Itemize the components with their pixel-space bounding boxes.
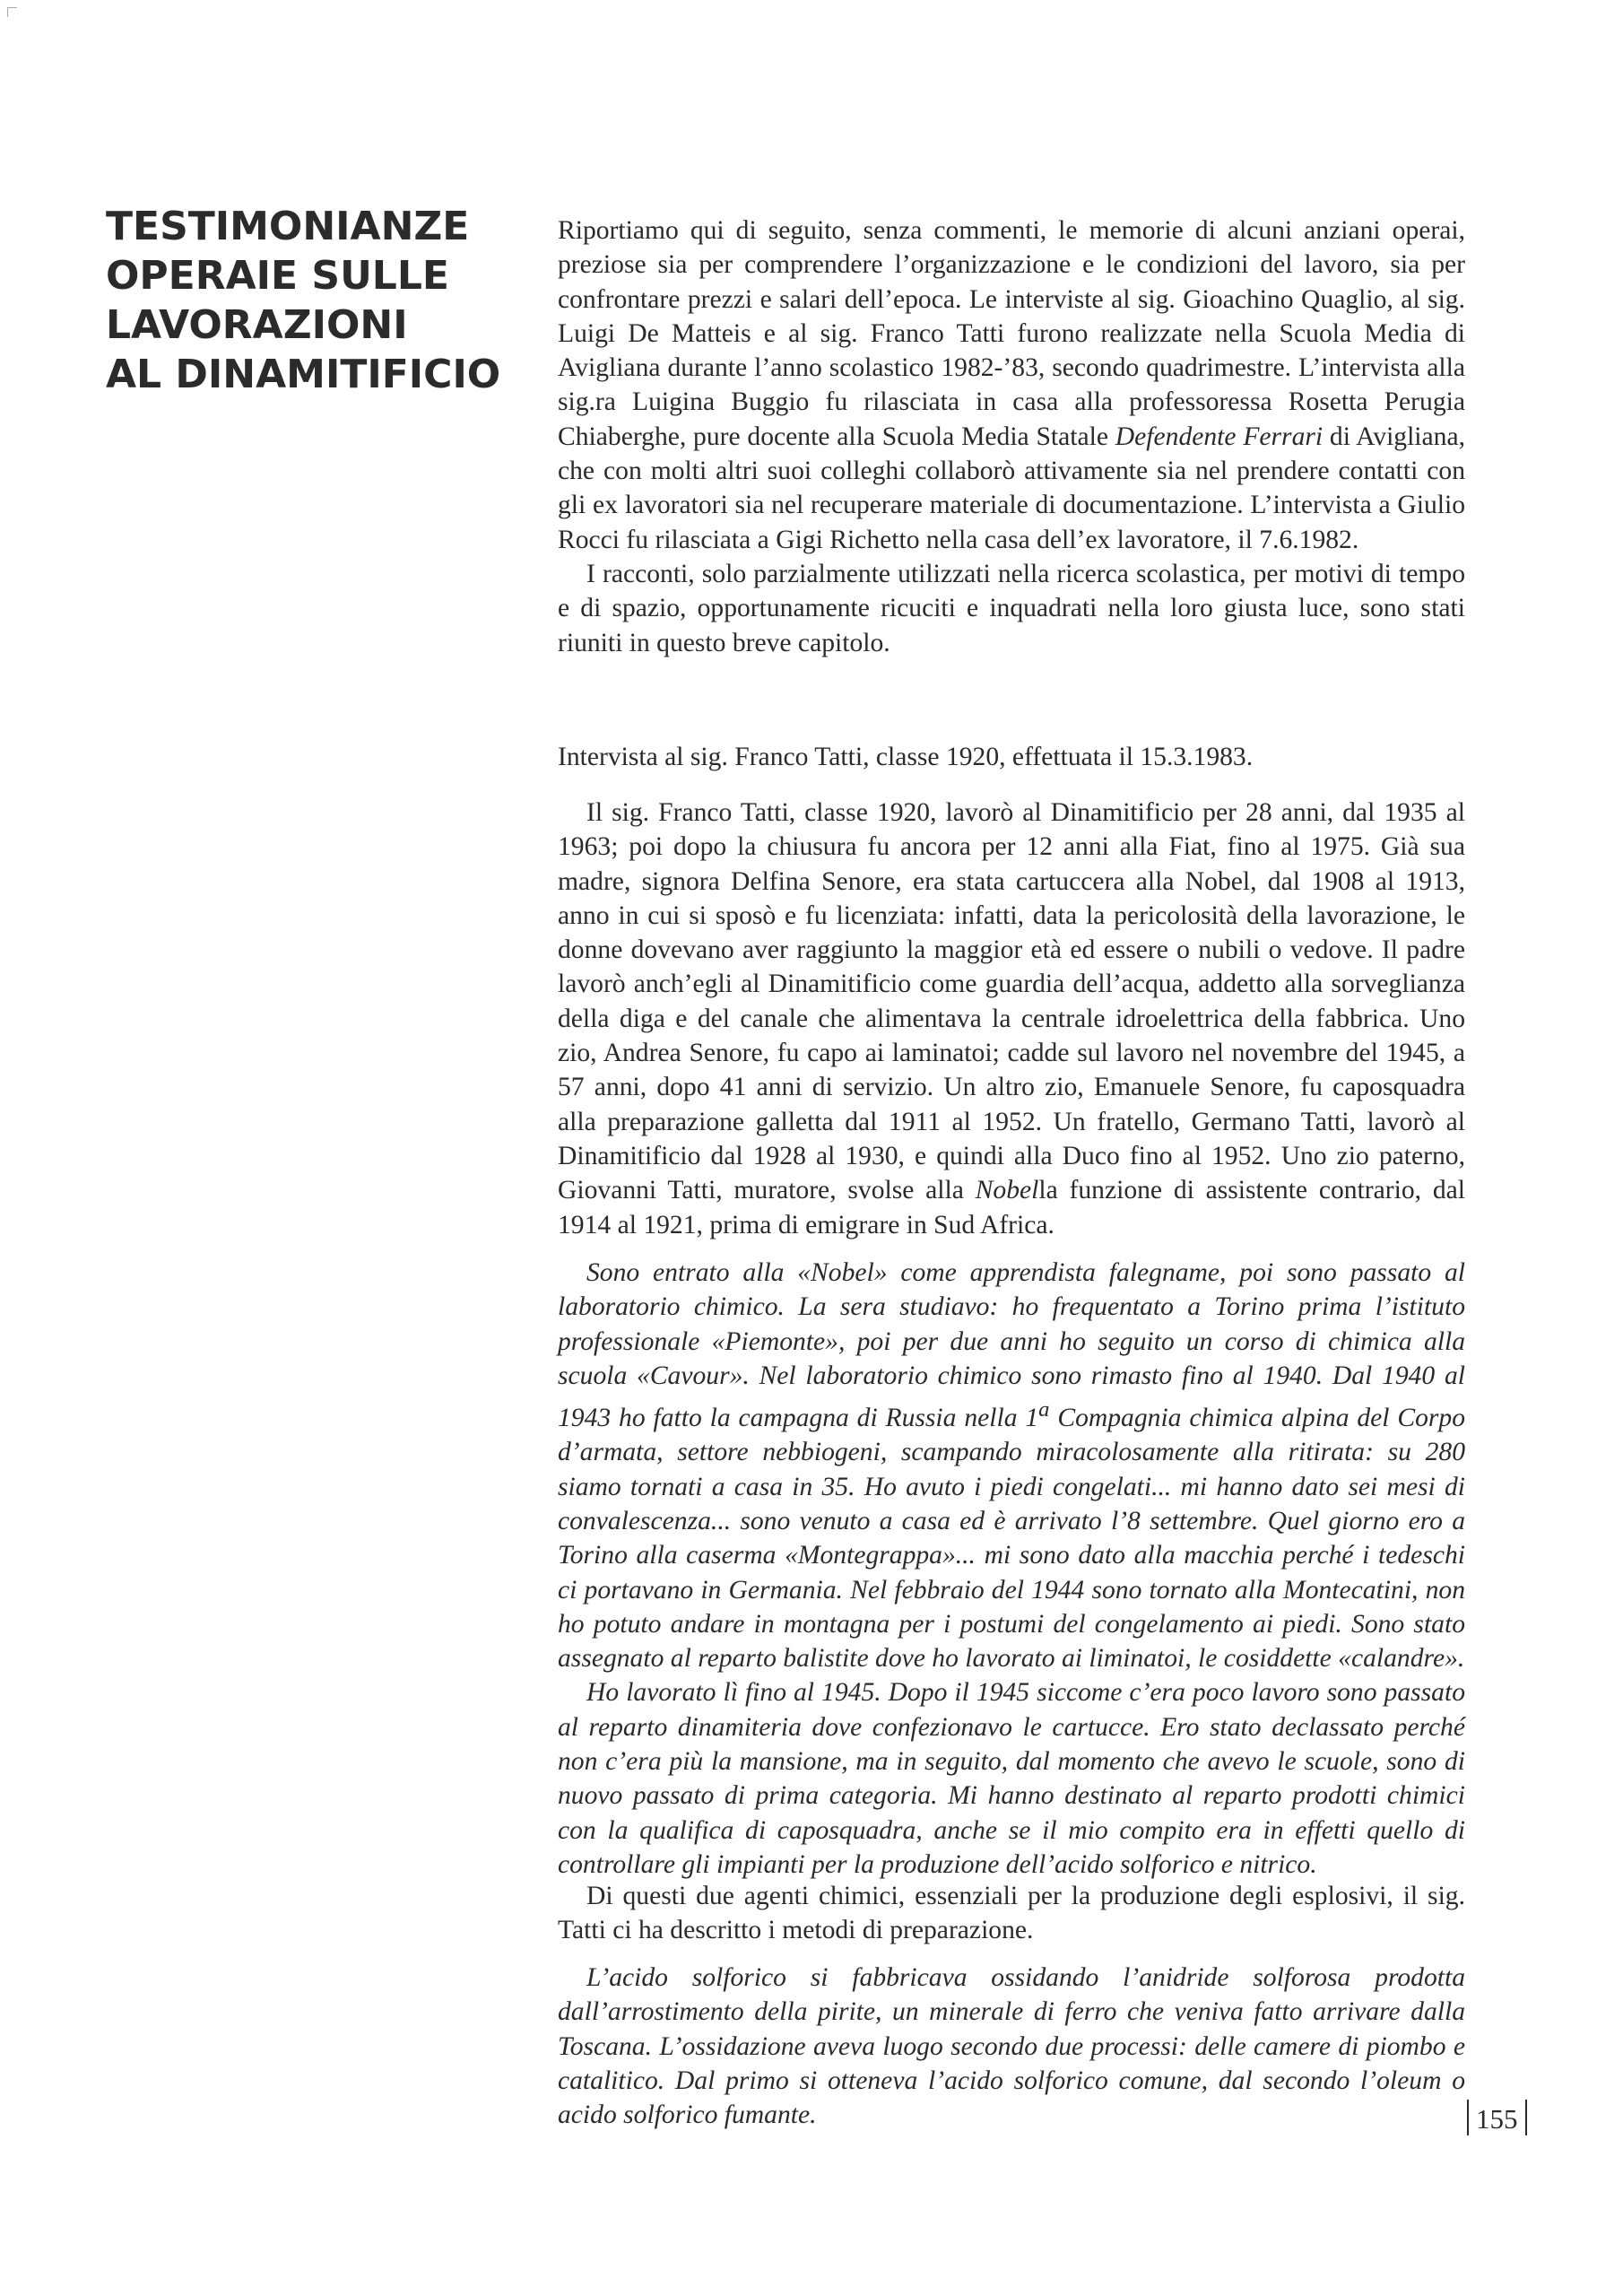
intro-text: Riportiamo qui di seguito, senza commenti, le memorie di alcuni anziani operai, preziose sia per comprendere l’organizzazione e le condizioni del lavoro, sia per confrontare prezzi e salari dell’epoca. Le interviste al sig. Gioachino Quaglio, al sig. Luigi De Matteis e al sig. Franco Tatti furono realizzate nella Scuola Media di Avigliana durante l’anno scolastico 1982-’83, secondo quadrimestre. L’intervista alla sig.ra Luigina Buggio fu rilasciata in casa alla professoressa Rosetta Perugia Chiaberghe, pure docente alla Scuola Media Statale [558, 216, 1465, 451]
biography-text: Il sig. Franco Tatti, classe 1920, lavorò al Dinamitificio per 28 anni, dal 1935 al 1963; poi dopo la chiusura fu ancora per 12 anni alla Fiat, fino al 1975. Già sua madre, signora Delfina Senore, era stata cartuccera alla Nobel, dal 1908 al 1913, anno in cui si sposò e fu licenziata: infatti, data la pericolosità della lavorazione, le donne dovevano aver raggiunto la maggior età ed essere o nubili o vedove. Il padre lavorò anch’egli al Dinamitificio come guardia dell’acqua, addetto alla sorveglianza della diga e del canale che alimentava la centrale idroelettrica della fabbrica. Uno zio, Andrea Senore, fu capo ai laminatoi; cadde sul lavoro nel novembre del 1945, a 57 anni, dopo 41 anni di servizio. Un altro zio, Emanuele Senore, fu caposquadra alla preparazione galletta dal 1911 al 1952. Un fratello, Germano Tatti, lavorò al Dinamitificio dal 1928 al 1930, e quindi alla Duco fino al 1952. Uno zio paterno, Giovanni Tatti, muratore, svolse alla [558, 798, 1465, 1205]
interview-header-section [558, 740, 1465, 774]
chemicals-intro-paragraph: Di questi due agenti chimici, essenziali per la produzione degli esplosivi, il sig. Tatti ci ha descritto i metodi di preparazione. [558, 1882, 1465, 1945]
biography-paragraph [558, 796, 1465, 1242]
intro-paragraph-2: I racconti, solo parzialmente utilizzati nella ricerca scolastica, per motivi di tempo e di spazio, opportunamente ricuciti e inquadrati nella loro giusta luce, sono stati riuniti in questo breve capitolo. [558, 559, 1465, 657]
testimony-paragraph-1 [558, 1256, 1465, 1675]
ordinal-superscript: a [1038, 1397, 1050, 1422]
intro-section [558, 213, 1465, 660]
testimony-text-1b: Compagnia chimica alpina del Corpo d’armata, settore nebbiogeni, scampando miracolosamente alla ritirata: su 280 siamo tornati a casa in 35. Ho avuto i piedi congelati... mi hanno dato sei mesi di convalescenza... sono venuto a casa ed è arrivato l’8 settembre. Quel giorno ero a Torino alla caserma «Montegrappa»... mi sono dato alla macchia perché i tedeschi ci portavano in Germania. Nel febbraio del 1944 sono tornato alla Montecatini, non ho potuto andare in montagna per i postumi del congelamento ai piedi. Sono stato assegnato al reparto balistite dove ho lavorato ai liminatoi, le cosiddette «calandre». [558, 1404, 1466, 1674]
intro-paragraph-1 [558, 213, 1465, 557]
biography-text-end: la funzione di assistente contrario, dal 1914 al 1921, prima di emigrare in Sud Africa. [558, 1176, 1465, 1239]
interview-header: Intervista al sig. Franco Tatti, classe 1920, effettuata il 15.3.1983. [558, 743, 1254, 771]
sulfuric-acid-section [558, 1961, 1465, 2132]
testimony-paragraph-2: Ho lavorato lì fino al 1945. Dopo il 1945 siccome c’era poco lavoro sono passato al reparto dinamiteria dove confezionavo le cartucce. Ero stato declassato perché non c’era più la mansione, ma in seguito, dal momento che avevo le scuole, sono di nuovo passato di prima categoria. Mi hanno destinato al reparto prodotti chimici con la qualifica di caposquadra, anche se il mio compito era in effetti quello di controllare gli impianti per la produzione dell’acido solforico e nitrico. [558, 1678, 1465, 1879]
scan-corner-mark [7, 7, 17, 17]
testimony-section [558, 1256, 1465, 1882]
chemicals-intro-section [558, 1879, 1465, 1948]
chapter-title [106, 202, 501, 399]
nobel-name: Nobel [975, 1176, 1039, 1205]
sulfuric-acid-paragraph: L’acido solforico si fabbricava ossidando l’anidride solforosa prodotta dall’arrostimento della pirite, un minerale di ferro che veniva fatto arrivare dalla Toscana. L’ossidazione aveva luogo secondo due processi: delle camere di piombo e catalitico. Dal primo si otteneva l’acido solforico comune, dal secondo l’oleum o acido solforico fumante. [558, 1963, 1465, 2130]
testimony-text-1a: Sono entrato alla «Nobel» come apprendista falegname, poi sono passato al laboratorio chimico. La sera studiavo: ho frequentato a Torino prima l’istituto professionale «Piemonte», poi per due anni ho seguito un corso di chimica alla scuola «Cavour». Nel laboratorio chimico sono rimasto fino al 1940. Dal 1940 al 1943 ho fatto la campagna di Russia nella 1 [558, 1258, 1465, 1433]
page-number [1467, 2100, 1527, 2138]
chapter-title-line-1: TESTIMONIANZE [106, 204, 470, 249]
biography-section [558, 796, 1465, 1242]
chapter-title-line-4: AL DINAMITIFICIO [106, 352, 501, 397]
chapter-title-line-2: OPERAIE SULLE [106, 253, 449, 299]
page-number-right-rule [1525, 2100, 1527, 2135]
chapter-title-line-3: LAVORAZIONI [106, 302, 408, 348]
school-name: Defendente Ferrari [1115, 422, 1324, 451]
intro-text-end: di Avigliana, che con molti altri suoi colleghi collaborò attivamente sia nel prendere contatti con gli ex lavoratori sia nel recuperare materiale di documentazione. L’intervista a Giulio Rocci fu rilasciata a Gigi Richetto nella casa dell’ex lavoratore, il 7.6.1982. [558, 422, 1465, 554]
page-number-value: 155 [1476, 2103, 1518, 2135]
